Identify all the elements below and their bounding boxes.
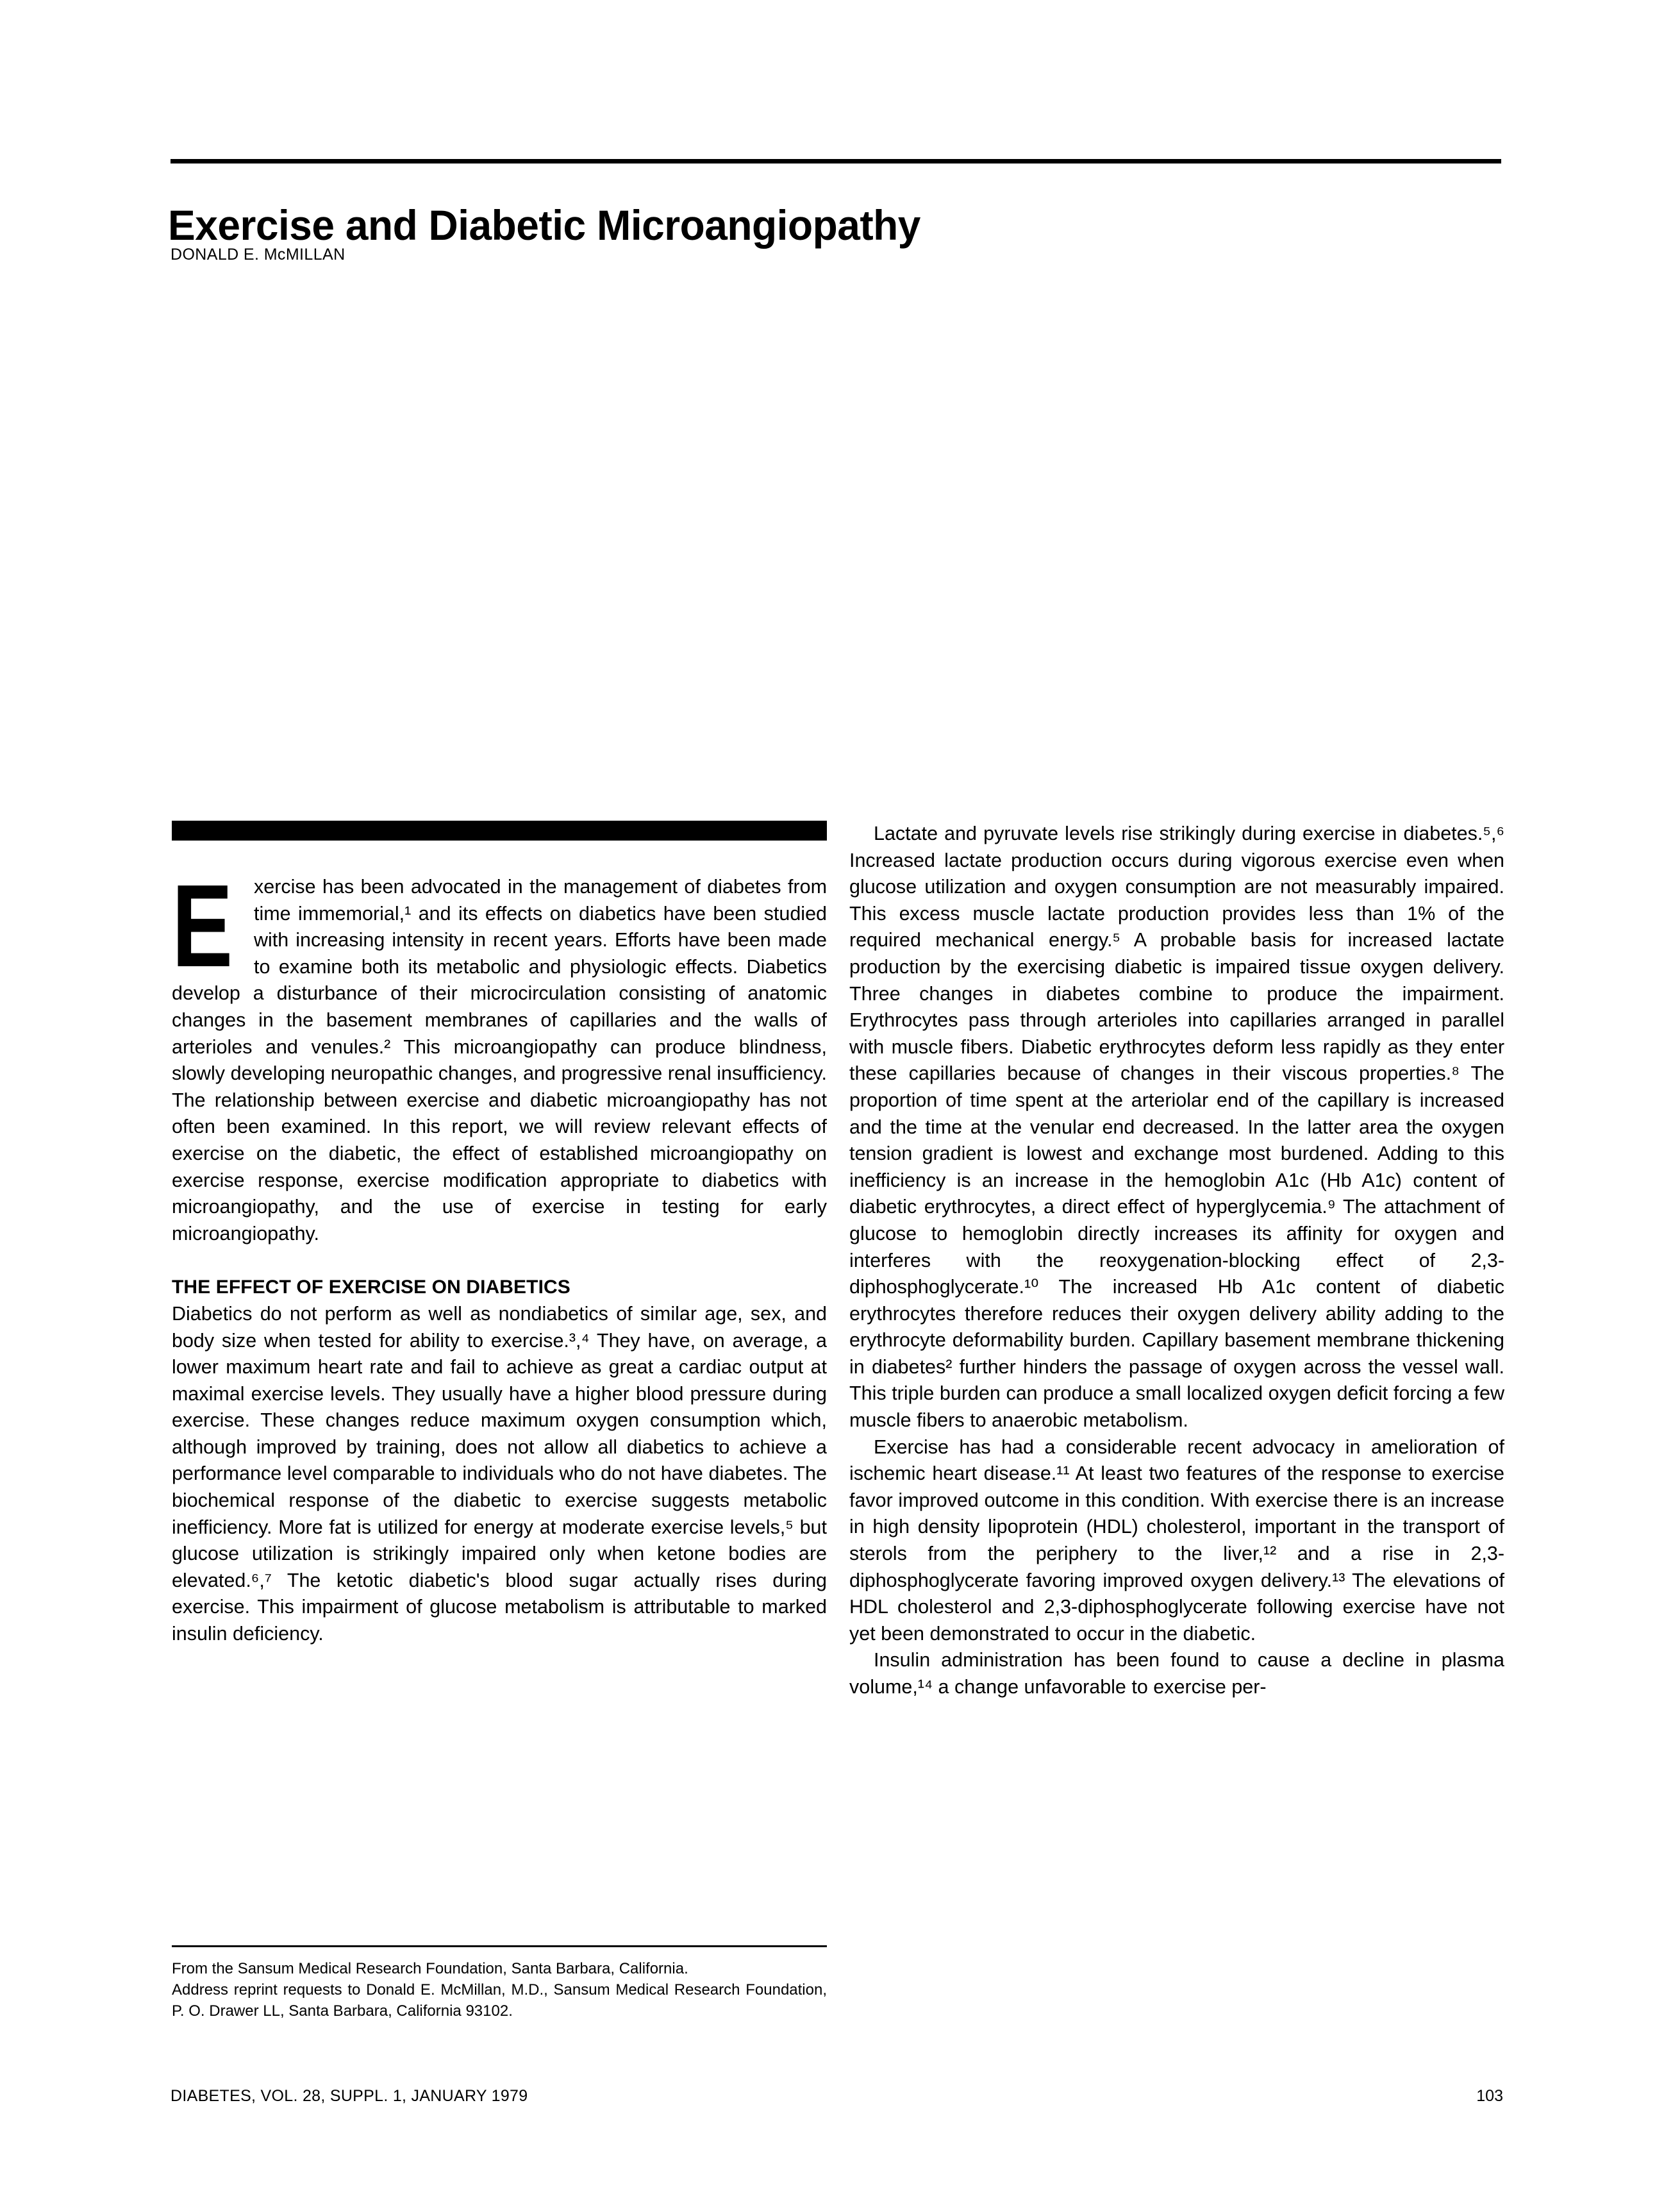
footer-page-number: 103 [1476,2087,1503,2105]
paragraph-opening: xercise has been advocated in the management of diabetes from time immemorial,¹ and its effects on diabetics have been studied with increasing intensity in recent years. Efforts have been made to examine both its metabolic and physiologic effects. Diabetics develop a disturbance of their microcirculation consisting of anatomic changes in the basement membranes of capillaries and the walls of arterioles and venules.² This microangiopathy can produce blindness, slowly developing neuropathic changes, and progressive renal insufficiency. The relationship between exercise and diabetic microangiopathy has not often been examined. In this report, we will review relevant effects of exercise on the diabetic, the effect of established microangiopathy on exercise response, exercise modification appropriate to diabetics with microangiopathy, and the use of exercise in testing for early microangiopathy. [172,876,827,1244]
page-title: Exercise and Diabetic Microangiopathy [168,201,920,249]
left-column [172,821,827,1648]
footnote-block [172,1958,827,2022]
drop-cap-letter: E [172,860,233,991]
decorative-black-bar [172,821,827,841]
header-rule [171,159,1501,163]
opening-paragraph-block [172,860,827,1247]
paragraph-effect-of-exercise: Diabetics do not perform as well as nondiabetics of similar age, sex, and body size when tested for ability to exercise.³,⁴ They have, on average, a lower maximum heart rate and fail to achieve as great a cardiac output at maximal exercise levels. They usually have a higher blood pressure during exercise. These changes reduce maximum oxygen consumption which, although improved by training, does not allow all diabetics to achieve a performance level comparable to individuals who do not have diabetes. The biochemical response of the diabetic to exercise suggests metabolic inefficiency. More fat is utilized for energy at moderate exercise levels,⁵ but glucose utilization is strikingly impaired only when ketone bodies are elevated.⁶,⁷ The ketotic diabetic's blood sugar actually rises during exercise. This impairment of glucose metabolism is attributable to marked insulin deficiency. [172,1302,827,1645]
paragraph-insulin-administration: Insulin administration has been found to cause a decline in plasma volume,¹⁴ a change unfavorable to exercise per- [849,1649,1504,1698]
footnote-reprint-address: Address reprint requests to Donald E. McMillan, M.D., Sansum Medical Research Foundation, P. O. Drawer LL, Santa Barbara, California 93102. [172,1981,827,2020]
paragraph-ischemic-heart-disease: Exercise has had a considerable recent advocacy in amelioration of ischemic heart disease.¹¹ At least two features of the response to exercise favor improved outcome in this condition. With exercise there is an increase in high density lipoprotein (HDL) cholesterol, important in the transport of sterols from the periphery to the liver,¹² and a rise in 2,3-diphosphoglycerate favoring improved oxygen delivery.¹³ The elevations of HDL cholesterol and 2,3-diphosphoglycerate following exercise have not yet been demonstrated to occur in the diabetic. [849,1436,1504,1645]
article-author: DONALD E. McMILLAN [171,246,345,264]
footer-journal-citation: DIABETES, VOL. 28, SUPPL. 1, JANUARY 1979 [171,2087,528,2105]
section-heading-effect-of-exercise: THE EFFECT OF EXERCISE ON DIABETICS [172,1277,570,1298]
footnote-affiliation: From the Sansum Medical Research Foundation, Santa Barbara, California. [172,1960,688,1977]
footnote-rule [172,1945,827,1947]
right-column [849,821,1504,1701]
paragraph-lactate-pyruvate: Lactate and pyruvate levels rise strikingly during exercise in diabetes.⁵,⁶ Increased lactate production occurs during vigorous exercise even when glucose utilization and oxygen consumption are not measurably impaired. This excess muscle lactate production provides less than 1% of the required mechanical energy.⁵ A probable basis for increased lactate production by the exercising diabetic is impaired tissue oxygen delivery. Three changes in diabetes combine to produce the impairment. Erythrocytes pass through arterioles into capillaries arranged in parallel with muscle fibers. Diabetic erythrocytes deform less rapidly as they enter these capillaries because of changes in their viscous properties.⁸ The proportion of time spent at the arteriolar end of the capillary is increased and the time at the venular end decreased. In the latter area the oxygen tension gradient is lowest and exchange most burdened. Adding to this inefficiency is an increase in the hemoglobin A1c (Hb A1c) content of diabetic erythrocytes, a direct effect of hyperglycemia.⁹ The attachment of glucose to hemoglobin directly increases its affinity for oxygen and interferes with the reoxygenation-blocking effect of 2,3-diphosphoglycerate.¹⁰ The increased Hb A1c content of diabetic erythrocytes therefore reduces their oxygen delivery ability adding to the erythrocyte deformability burden. Capillary basement membrane thickening in diabetes² further hinders the passage of oxygen across the vessel wall. This triple burden can produce a small localized oxygen deficit forcing a few muscle fibers to anaerobic metabolism. [849,823,1504,1432]
